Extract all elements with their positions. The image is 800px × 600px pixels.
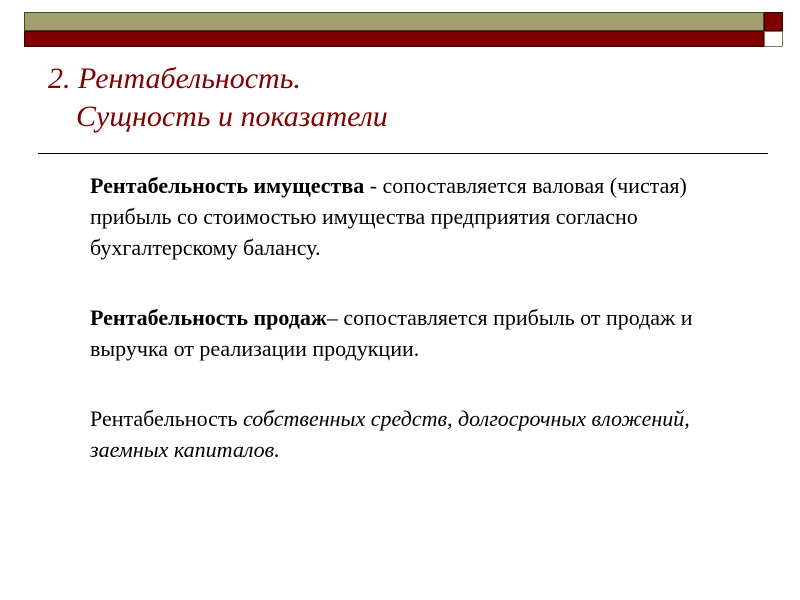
title-divider <box>38 153 768 154</box>
title-line-2: Сущность и показатели <box>76 100 388 133</box>
paragraph-property-profitability <box>90 170 770 263</box>
other-profitability-list: собственных средств, долгосрочных вложений, заемных капиталов. <box>90 406 690 462</box>
definition-property-profitability: - сопоставляется валовая (чистая) прибыль со стоимостью имущества предприятия согласно бухгалтерскому балансу. <box>90 173 687 260</box>
term-property-profitability: Рентабельность имущества <box>90 173 365 198</box>
term-sales-profitability: Рентабельность продаж <box>90 305 327 330</box>
header-band-olive <box>24 12 764 31</box>
slide-body <box>90 170 770 504</box>
header-band-maroon <box>24 31 764 47</box>
corner-square-white <box>764 31 783 47</box>
corner-square-maroon <box>764 12 783 31</box>
other-profitability-lead: Рентабельность <box>90 406 244 431</box>
definition-sales-profitability: – сопоставляется прибыль от продаж и выручка от реализации продукции. <box>90 305 693 361</box>
title-line-1: 2. Рентабельность. <box>48 62 301 95</box>
paragraph-sales-profitability <box>90 302 770 364</box>
paragraph-other-profitability <box>90 403 770 465</box>
slide-title <box>48 60 388 136</box>
